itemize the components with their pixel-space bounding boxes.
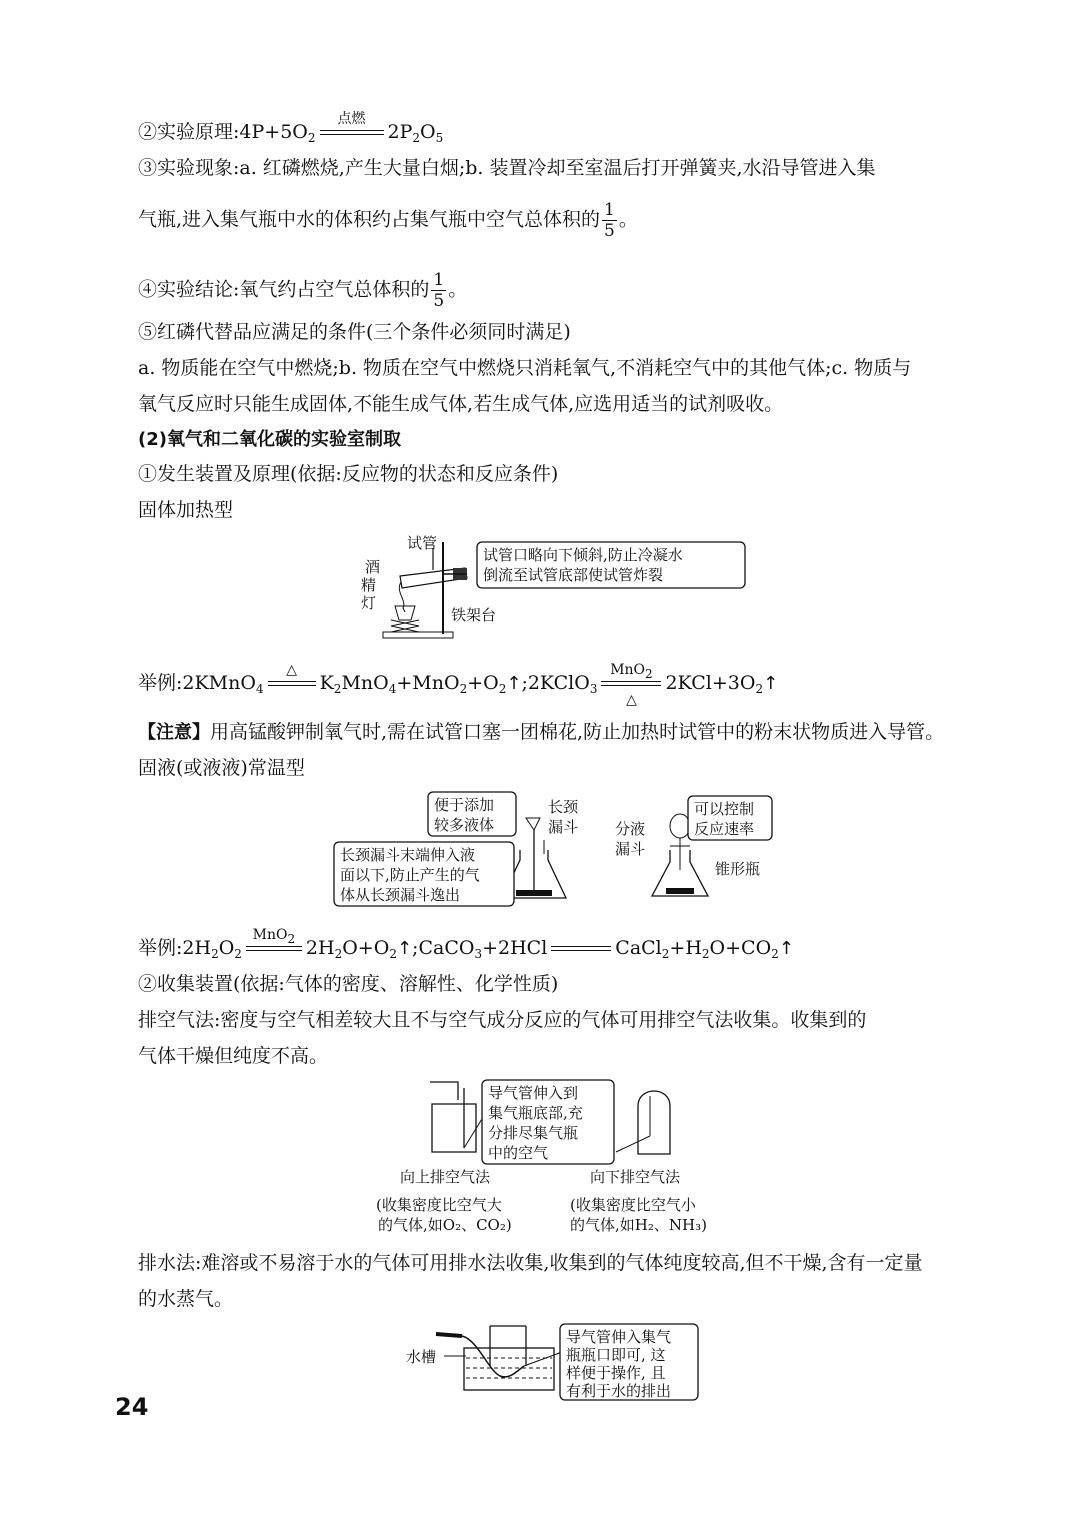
example-1: 举例:2KMnO$_4$ △ $K_2MnO_4+MnO_2+O_2↑;2KClO_3$ MnO$_2$ △ $2KCl+3O_2↑$ bbox=[138, 662, 779, 708]
condition-ignite: 点燃 bbox=[320, 120, 384, 146]
water-displacement-figure bbox=[400, 1322, 710, 1402]
svg-text:反应速率: 反应速率 bbox=[694, 820, 755, 838]
svg-text:体从长颈漏斗逸出: 体从长颈漏斗逸出 bbox=[340, 886, 461, 904]
line-collection: ②收集装置(依据:气体的密度、溶解性、化学性质) bbox=[138, 973, 559, 995]
line-principle: ②实验原理$:4P+5O_2$ 点燃 $2P_2O_5$ bbox=[138, 111, 444, 145]
line-solid-heating: 固体加热型 bbox=[138, 499, 234, 521]
page-number: 24 bbox=[115, 1393, 149, 1421]
svg-text:的气体,如O₂、CO₂): 的气体,如O₂、CO₂) bbox=[378, 1216, 512, 1234]
line-generator: ①发生装置及原理(依据:反应物的状态和反应条件) bbox=[138, 463, 559, 485]
air-displacement-figure bbox=[370, 1076, 740, 1236]
svg-text:长颈: 长颈 bbox=[548, 798, 579, 816]
label-water-sink: 水槽 bbox=[406, 1348, 437, 1366]
solid-liquid-figure bbox=[330, 790, 790, 914]
svg-text:(收集密度比空气小: (收集密度比空气小 bbox=[570, 1196, 696, 1214]
svg-text:瓶瓶口即可, 这: 瓶瓶口即可, 这 bbox=[566, 1346, 666, 1364]
svg-text:长颈漏斗末端伸入液: 长颈漏斗末端伸入液 bbox=[340, 846, 476, 864]
svg-text:有利于水的排出: 有利于水的排出 bbox=[566, 1382, 672, 1400]
line-phenomenon: ③实验现象:a. 红磷燃烧,产生大量白烟;b. 装置冷却至室温后打开弹簧夹,水沿导管进入集 bbox=[138, 157, 876, 179]
line-solid-liquid: 固液(或液液)常温型 bbox=[138, 757, 305, 779]
svg-text:导气管伸入到: 导气管伸入到 bbox=[488, 1084, 579, 1102]
svg-text:漏斗: 漏斗 bbox=[548, 818, 579, 836]
svg-text:分排尽集气瓶: 分排尽集气瓶 bbox=[488, 1124, 579, 1142]
label-lamp-1: 酒 bbox=[365, 558, 381, 576]
line-air-method-cont: 气体干燥但纯度不高。 bbox=[138, 1045, 329, 1067]
line-water-method-cont: 的水蒸气。 bbox=[138, 1288, 234, 1310]
svg-text:锥形瓶: 锥形瓶 bbox=[715, 860, 761, 878]
svg-text:集气瓶底部,充: 集气瓶底部,充 bbox=[488, 1104, 583, 1122]
line-phenomenon-cont: 气瓶,进入集气瓶中水的体积约占集气瓶中空气总体积的 $\frac{1}{5}$ 。 bbox=[138, 200, 638, 241]
fraction-one-fifth: $\frac{1}{5}$ bbox=[604, 200, 615, 241]
fraction-one-fifth: $\frac{1}{5}$ bbox=[433, 270, 445, 311]
line-conditions: ⑤红磷代替品应满足的条件(三个条件必须同时满足) bbox=[138, 321, 571, 343]
note-line: 【注意】用高锰酸钾制氧气时,需在试管口塞一团棉花,防止加热时试管中的粉末状物质进入导管。 bbox=[138, 721, 945, 743]
svg-text:导气管伸入集气: 导气管伸入集气 bbox=[566, 1328, 672, 1346]
svg-text:的气体,如H₂、NH₃): 的气体,如H₂、NH₃) bbox=[570, 1216, 707, 1234]
solid-heating-figure bbox=[355, 530, 755, 650]
label-test-tube: 试管 bbox=[407, 534, 438, 552]
example-2: 举例$:2H_2O_2$ MnO$_2$ $2H_2O+O_2↑;CaCO_3+2HCl$ $CaCl_2+H_2O+CO_2↑$ bbox=[138, 927, 794, 961]
line-water-method: 排水法:难溶或不易溶于水的气体可用排水法收集,收集到的气体纯度较高,但不干燥,含有一定量 bbox=[138, 1252, 923, 1274]
svg-text:漏斗: 漏斗 bbox=[615, 840, 646, 858]
svg-text:中的空气: 中的空气 bbox=[488, 1144, 549, 1162]
label-lamp-2: 精 bbox=[361, 576, 377, 594]
svg-text:向下排空气法: 向下排空气法 bbox=[590, 1168, 681, 1186]
svg-text:(收集密度比空气大: (收集密度比空气大 bbox=[376, 1196, 502, 1214]
line-conditions-b: 氧气反应时只能生成固体,不能生成气体,若生成气体,应选用适当的试剂吸收。 bbox=[138, 393, 784, 415]
svg-text:较多液体: 较多液体 bbox=[434, 816, 495, 834]
svg-text:向上排空气法: 向上排空气法 bbox=[400, 1168, 491, 1186]
line-conditions-a: a. 物质能在空气中燃烧;b. 物质在空气中燃烧只消耗氧气,不消耗空气中的其他气体;c. 物质与 bbox=[138, 357, 912, 379]
svg-text:便于添加: 便于添加 bbox=[434, 796, 495, 814]
note-line-2: 倒流至试管底部使试管炸裂 bbox=[483, 566, 664, 584]
section-heading: (2)氧气和二氧化碳的实验室制取 bbox=[138, 429, 401, 450]
svg-text:可以控制: 可以控制 bbox=[694, 800, 755, 818]
svg-text:面以下,防止产生的气: 面以下,防止产生的气 bbox=[340, 866, 480, 884]
line-conclusion: ④实验结论:氧气约占空气总体积的 $\frac{1}{5}$ 。 bbox=[138, 270, 468, 311]
svg-text:样便于操作, 且: 样便于操作, 且 bbox=[566, 1364, 666, 1382]
label-iron-stand: 铁架台 bbox=[451, 606, 497, 624]
label-lamp-3: 灯 bbox=[361, 594, 377, 612]
svg-text:分液: 分液 bbox=[615, 820, 646, 838]
line-air-method: 排空气法:密度与空气相差较大且不与空气成分反应的气体可用排空气法收集。收集到的 bbox=[138, 1009, 867, 1031]
note-line-1: 试管口略向下倾斜,防止冷凝水 bbox=[483, 546, 683, 564]
